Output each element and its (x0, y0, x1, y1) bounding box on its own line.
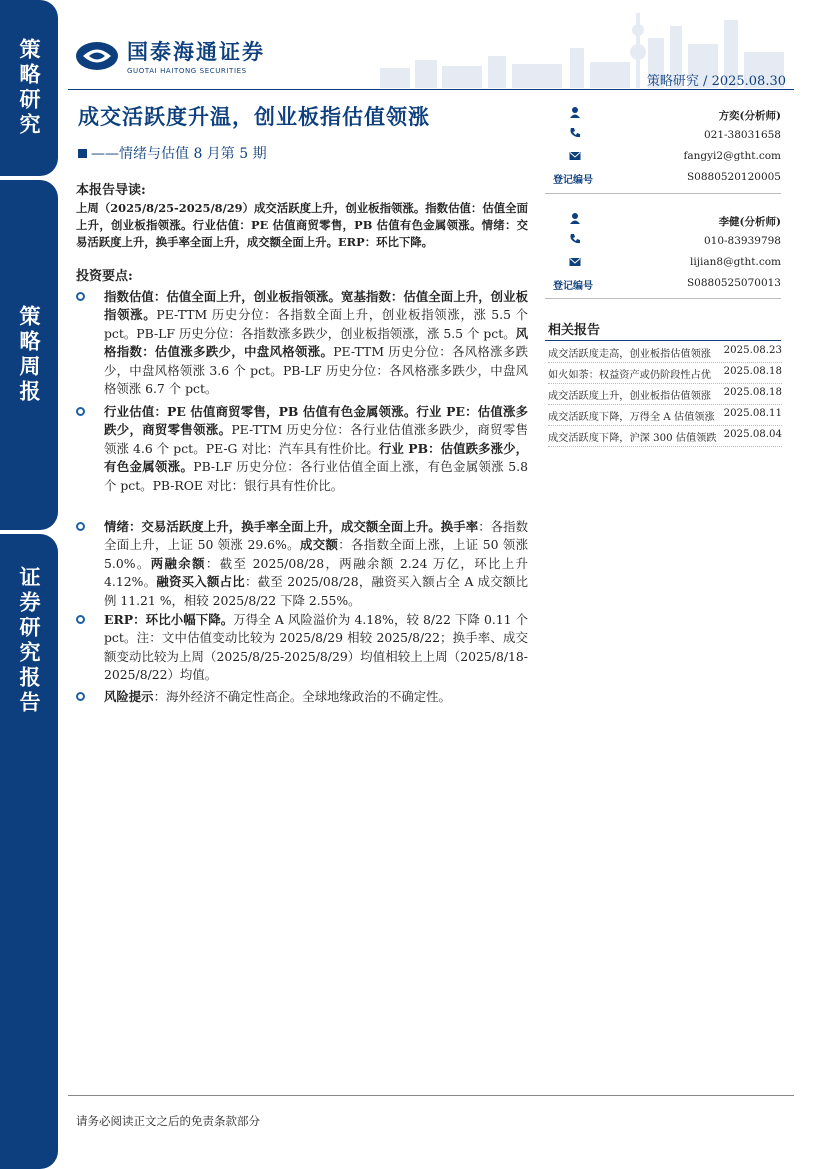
related-title: 成交活跃度下降，万得全 A 估值领涨 (548, 412, 715, 423)
key-point-item (76, 688, 528, 706)
circle-bullet-icon (76, 692, 85, 701)
related-title: 成交活跃度上升，创业板指估值领涨 (548, 391, 711, 402)
company-logo (75, 36, 265, 75)
person-icon (569, 212, 581, 224)
related-title: 如火如荼：权益资产或仍阶段性占优 (548, 370, 711, 381)
kp-text: ：截至 2025/08/28，两融余额 2.24 万亿，环比上升 4.12%。 (104, 555, 529, 590)
kp-bold: 融资买入额占比 (156, 574, 245, 590)
analyst-card (545, 210, 781, 294)
related-date: 2025.08.04 (723, 429, 782, 440)
related-date: 2025.08.23 (723, 345, 782, 356)
report-title: 成交活跃度升温，创业板指估值领涨 (78, 105, 430, 129)
analyst-divider (545, 193, 781, 194)
footer-divider (68, 1095, 794, 1096)
circle-bullet-icon (76, 292, 85, 301)
kp-bold: 两融余额 (150, 555, 206, 571)
kp-text: PB-LF 历史分位：各行业估值全面上涨，有色金属领涨 5.8 个 pct。PB-ROE 对比：银行具有性价比。 (104, 459, 528, 493)
guide-text: 上周（2025/8/25-2025/8/29）成交活跃度上升，创业板指领涨。指数估值：估值全面上升，创业板指领涨。行业估值：PE 估值商贸零售，PB 估值有色金属领涨。情绪：交易活跃度上升，换手率全面上升，成交额全面上升。ERP：环比下降。 (76, 201, 528, 250)
key-point-item (76, 518, 528, 610)
related-report-item[interactable] (548, 363, 782, 384)
related-report-item[interactable] (548, 384, 782, 405)
header-section: 策略研究 (646, 74, 699, 89)
kp-bold: 风险提示 (104, 689, 154, 704)
sidebar-tab-label: 策略周报 (17, 305, 41, 405)
analyst-name: 李健(分析师) (718, 216, 781, 228)
brand-name-en: GUOTAI HAITONG SECURITIES (127, 67, 247, 75)
logo-icon (75, 41, 119, 71)
analyst-email[interactable]: fangyi2@gtht.com (683, 150, 781, 162)
analyst-divider (545, 298, 781, 299)
kp-text: PE-TTM 历史分位：各行业估值涨多跌少，商贸零售领涨 4.6 个 pct。PE-G 对比：汽车具有性价比。 (104, 422, 528, 456)
kp-text: ：各指数全面上涨，上证 50 领涨 5.0%。 (104, 537, 528, 571)
square-bullet-icon (78, 149, 87, 158)
kp-text: PE-TTM 历史分位：各风格涨多跌少，中盘风格领涨 3.6 个 pct。PB-LF 历史分位：各风格涨多跌少，中盘风格领涨 6.7 个 pct。 (104, 344, 529, 397)
sidebar-tab-label: 策略研究 (17, 38, 41, 138)
sidebar-tab-strategy-research (0, 0, 58, 176)
header-divider (68, 89, 794, 90)
related-reports-list (548, 342, 782, 447)
sidebar-tab-strategy-weekly (0, 180, 58, 530)
kp-bold: 行业 PB：估值跌多涨少，有色金属领涨。 (104, 440, 528, 475)
related-date: 2025.08.18 (723, 366, 782, 377)
related-title: 成交活跃度下降，沪深 300 估值领跌 (548, 433, 717, 444)
kp-text: ：截至 2025/08/28，融资买入额占全 A 成交额比例 11.21 %，相较 2025/8/22 下降 2.55%。 (104, 574, 528, 608)
key-point-item (76, 611, 528, 685)
related-title: 成交活跃度走高，创业板指估值领涨 (548, 349, 711, 360)
report-subtitle (78, 143, 267, 163)
kp-text: ：海外经济不确定性高企。全球地缘政治的不确定性。 (153, 689, 451, 704)
registration-label: 登记编号 (553, 281, 593, 292)
sidebar-tab-securities-report (0, 534, 58, 1169)
kp-text: PE-TTM 历史分位：各指数全面上升，创业板指领涨，涨 5.5 个 pct。PB-LF 历史分位：各指数涨多跌少，创业板指领涨，涨 5.5 个 pct。 (104, 307, 529, 341)
circle-bullet-icon (76, 615, 85, 624)
circle-bullet-icon (76, 522, 85, 531)
related-divider (545, 340, 781, 341)
related-report-item[interactable] (548, 426, 782, 447)
registration-number: S0880525070013 (686, 277, 781, 289)
related-date: 2025.08.18 (723, 387, 782, 398)
email-icon (569, 150, 581, 162)
kp-bold: 成交额 (299, 537, 339, 553)
kp-bold: ERP：环比小幅下降。 (104, 612, 234, 627)
kp-bold: 风格指数：估值涨多跌少，中盘风格领涨。 (104, 325, 528, 360)
key-points-heading: 投资要点: (76, 269, 133, 284)
guide-heading: 本报告导读: (76, 183, 146, 198)
related-report-item[interactable] (548, 405, 782, 426)
analyst-email[interactable]: lijian8@gtht.com (690, 256, 781, 268)
related-date: 2025.08.11 (723, 408, 782, 419)
phone-icon (569, 127, 581, 139)
related-report-item[interactable] (548, 342, 782, 363)
kp-text: ：各指数全面上升，上证 50 领涨 29.6%。 (104, 519, 529, 553)
header-date: 2025.08.30 (711, 74, 786, 89)
sidebar-tab-label: 证券研究报告 (17, 566, 41, 716)
key-point-item (76, 403, 528, 495)
brand-name-cn: 国泰海通证券 (127, 40, 265, 64)
subtitle-text: ——情绪与估值 8 月第 5 期 (91, 146, 267, 162)
circle-bullet-icon (76, 407, 85, 416)
analyst-phone: 010-83939798 (703, 235, 781, 247)
kp-text: 万得全 A 风险溢价为 4.18%，较 8/22 下降 0.11 个 pct。注：文中估值变动比较为 2025/8/29 相较 2025/8/22；换手率、成交额变动比较为上周（2025/8/25-2025/8/29）均值相较上上周（2025/8/18-2025/8/22）均值。 (104, 612, 529, 683)
disclaimer-note: 请务必阅读正文之后的免责条款部分 (76, 1114, 260, 1128)
kp-bold: 指数估值：估值全面上升，创业板指领涨。宽基指数：估值全面上升，创业板指领涨。 (104, 289, 528, 323)
registration-label: 登记编号 (553, 175, 593, 186)
header-meta: 策略研究 / 2025.08.30 (646, 74, 786, 89)
analyst-phone: 021-38031658 (703, 129, 781, 141)
email-icon (569, 256, 581, 268)
registration-number: S0880520120005 (686, 171, 781, 183)
phone-icon (569, 233, 581, 245)
kp-bold: 情绪：交易活跃度上升，换手率全面上升，成交额全面上升。换手率 (104, 519, 479, 534)
related-reports-heading: 相关报告 (548, 323, 601, 338)
person-icon (569, 106, 581, 118)
kp-bold: 行业估值：PE 估值商贸零售，PB 估值有色金属领涨。行业 PE：估值涨多跌少，商贸零售领涨。 (104, 404, 528, 438)
key-point-item (76, 288, 528, 398)
analyst-card (545, 104, 781, 188)
analyst-name: 方奕(分析师) (718, 110, 781, 122)
